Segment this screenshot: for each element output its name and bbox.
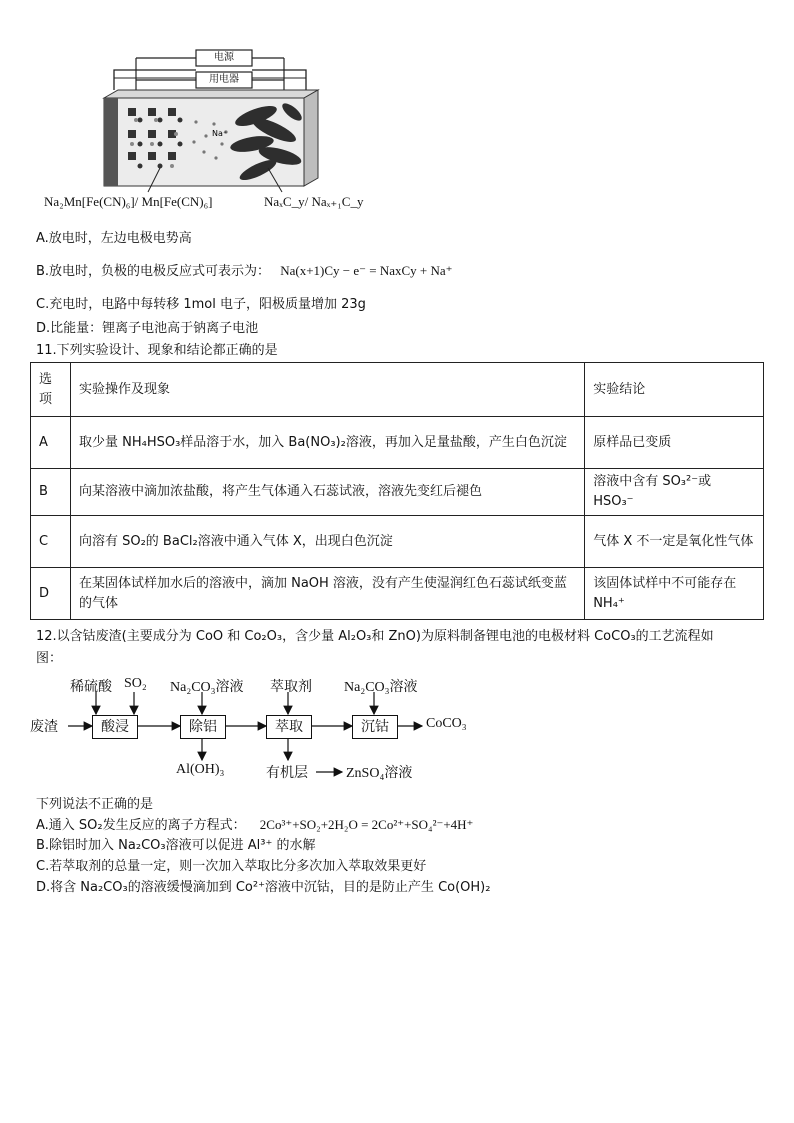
appliance-label: 用电器 [209, 74, 239, 85]
right-electrode-formula: NaₓC_y/ Naₓ₊₁C_y [264, 194, 364, 209]
row-conclusion: 该固体试样中不可能存在 NH₄⁺ [585, 568, 764, 620]
flow-reagent-extractant: 萃取剂 [270, 679, 312, 695]
battery-diagram [36, 40, 376, 215]
row-operation: 向某溶液中滴加浓盐酸，将产生气体通入石蕊试液，溶液先变红后褪色 [70, 469, 584, 516]
q11-stem: 11.下列实验设计、现象和结论都正确的是 [36, 343, 278, 358]
row-option: B [31, 469, 71, 516]
row-conclusion: 溶液中含有 SO₃²⁻或 HSO₃⁻ [585, 469, 764, 516]
battery-illustration [36, 40, 376, 215]
table-row [31, 469, 764, 516]
flow-reagent-na2co3-1: Na₂CO₃溶液 [170, 680, 244, 695]
flow-step-cobalt-precip: 沉钴 [352, 715, 398, 739]
table-row [31, 417, 764, 469]
row-conclusion: 原样品已变质 [585, 417, 764, 469]
q12-option-d: D.将含 Na₂CO₃的溶液缓慢滴加到 Co²⁺溶液中沉钴，目的是防止产生 Co(OH)₂ [36, 880, 491, 895]
q10-option-b-prefix: B.放电时，负极的电极反应式可表示为： [36, 264, 271, 279]
header-operation: 实验操作及现象 [70, 363, 584, 417]
power-label: 电源 [214, 52, 234, 63]
q10-option-c: C.充电时，电路中每转移 1mol 电子，阳极质量增加 23g [36, 297, 366, 312]
row-option: C [31, 516, 71, 568]
flow-byproduct-znso4: ZnSO₄溶液 [346, 766, 413, 781]
q11-table [30, 362, 764, 620]
flow-step-acid-leach: 酸浸 [92, 715, 138, 739]
q12-stem-line2: 图： [36, 651, 63, 666]
q12-option-a-prefix: A.通入 SO₂发生反应的离子方程式： [36, 818, 246, 833]
q10-option-b [36, 262, 453, 281]
table-header-row [31, 363, 764, 417]
q12-question: 下列说法不正确的是 [36, 797, 154, 812]
q12-option-b: B.除铝时加入 Na₂CO₃溶液可以促进 Al³⁺ 的水解 [36, 838, 316, 853]
header-conclusion: 实验结论 [585, 363, 764, 417]
table-row [31, 516, 764, 568]
q12-option-a-equation: 2Co³⁺+SO₂+2H₂O = 2Co²⁺+SO₄²⁻+4H⁺ [259, 817, 474, 832]
table-row [31, 568, 764, 620]
q12-option-c: C.若萃取剂的总量一定，则一次加入萃取比分多次加入萃取效果更好 [36, 859, 427, 874]
left-electrode-formula: Na₂Mn[Fe(CN)₆]/ Mn[Fe(CN)₆] [44, 194, 213, 209]
row-operation: 取少量 NH₄HSO₃样品溶于水，加入 Ba(NO₃)₂溶液，再加入足量盐酸，产生白色沉淀 [70, 417, 584, 469]
ion-label: Na⁺ [212, 129, 228, 138]
flow-step-remove-al: 除铝 [180, 715, 226, 739]
flow-reagent-acid: 稀硫酸 [70, 679, 112, 695]
process-flow-diagram [30, 672, 490, 784]
flow-reagent-na2co3-2: Na₂CO₃溶液 [344, 680, 418, 695]
row-operation: 向溶有 SO₂的 BaCl₂溶液中通入气体 X，出现白色沉淀 [70, 516, 584, 568]
row-operation: 在某固体试样加水后的溶液中，滴加 NaOH 溶液，没有产生使湿润红色石蕊试纸变蓝的气体 [70, 568, 584, 620]
q10-option-a: A.放电时，左边电极电势高 [36, 231, 192, 246]
row-conclusion: 气体 X 不一定是氧化性气体 [585, 516, 764, 568]
flow-byproduct-organic: 有机层 [266, 765, 308, 781]
flow-input: 废渣 [30, 719, 58, 735]
row-option: A [31, 417, 71, 469]
q10-option-b-equation: Na(x+1)Cy − e⁻ = NaxCy + Na⁺ [280, 263, 453, 278]
q10-option-d: D.比能量：锂离子电池高于钠离子电池 [36, 321, 259, 336]
flow-byproduct-aloh3: Al(OH)₃ [176, 762, 225, 777]
q12-option-a [36, 816, 473, 835]
flow-output-coco3: CoCO₃ [426, 716, 467, 731]
q12-stem-line1: 12.以含钴废渣(主要成分为 CoO 和 Co₂O₃，含少量 Al₂O₃和 ZnO)为原料制备锂电池的电极材料 CoCO₃的工艺流程如 [36, 629, 714, 644]
flow-reagent-so2: SO₂ [124, 676, 147, 691]
flow-step-extraction: 萃取 [266, 715, 312, 739]
row-option: D [31, 568, 71, 620]
header-option: 选项 [31, 363, 71, 417]
